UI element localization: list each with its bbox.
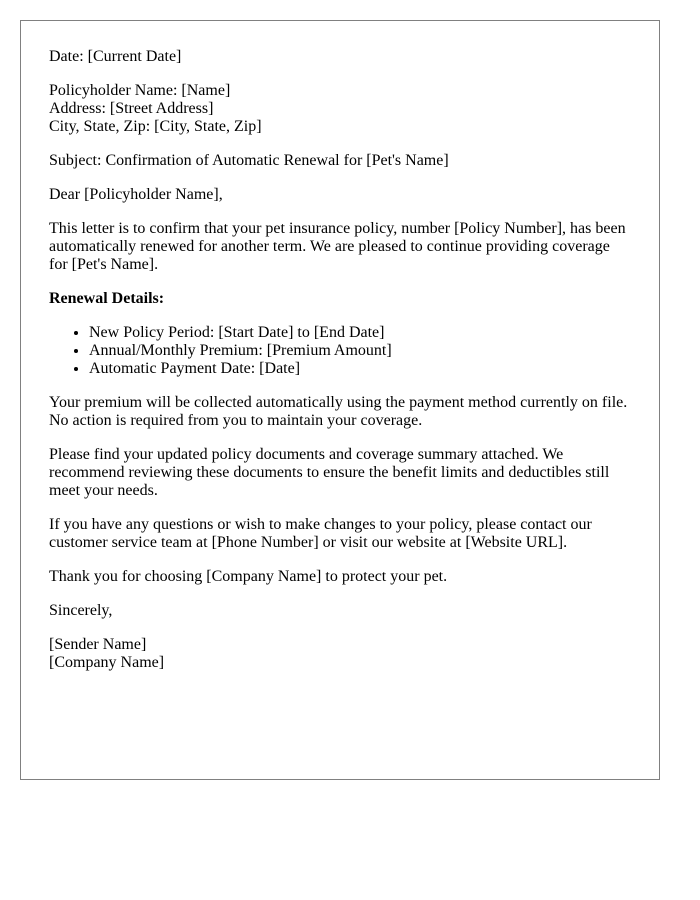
renewal-details-heading: Renewal Details: bbox=[49, 290, 165, 307]
contact-paragraph: If you have any questions or wish to make changes to your policy, please contact our customer service team at [Phone Number] or visit our website at [Website URL]. bbox=[49, 516, 592, 551]
signature-block bbox=[49, 636, 631, 672]
renewal-item-policy-period: • New Policy Period: [Start Date] to [End Date] bbox=[89, 324, 631, 342]
sender-name: [Sender Name] bbox=[49, 636, 147, 653]
company-name: [Company Name] bbox=[49, 654, 165, 671]
salutation: Dear [Policyholder Name], bbox=[49, 186, 223, 203]
policyholder-address-line: Address: [Street Address] bbox=[49, 100, 214, 117]
intro-paragraph: This letter is to confirm that your pet insurance policy, number [Policy Number], has been automatically renewed for another term. We are pleased to continue providing coverage for [Pet's Name]. bbox=[49, 220, 626, 273]
thanks-paragraph: Thank you for choosing [Company Name] to protect your pet. bbox=[49, 568, 448, 585]
policyholder-block bbox=[49, 82, 631, 136]
subject-line: Subject: Confirmation of Automatic Renewal for [Pet's Name] bbox=[49, 152, 449, 169]
documents-paragraph: Please find your updated policy documents and coverage summary attached. We recommend reviewing these documents to ensure the benefit limits and deductibles still meet your needs. bbox=[49, 446, 610, 499]
policyholder-city-line: City, State, Zip: [City, State, Zip] bbox=[49, 118, 262, 135]
closing: Sincerely, bbox=[49, 602, 113, 619]
renewal-item-payment-date: • Automatic Payment Date: [Date] bbox=[89, 360, 631, 378]
renewal-details-list bbox=[49, 324, 631, 378]
renewal-item-premium: • Annual/Monthly Premium: [Premium Amount] bbox=[89, 342, 631, 360]
payment-paragraph: Your premium will be collected automatically using the payment method currently on file. No action is required from you to maintain your coverage. bbox=[49, 394, 628, 429]
letter-page bbox=[20, 20, 660, 780]
date-line: Date: [Current Date] bbox=[49, 48, 182, 65]
policyholder-name-line: Policyholder Name: [Name] bbox=[49, 82, 231, 99]
